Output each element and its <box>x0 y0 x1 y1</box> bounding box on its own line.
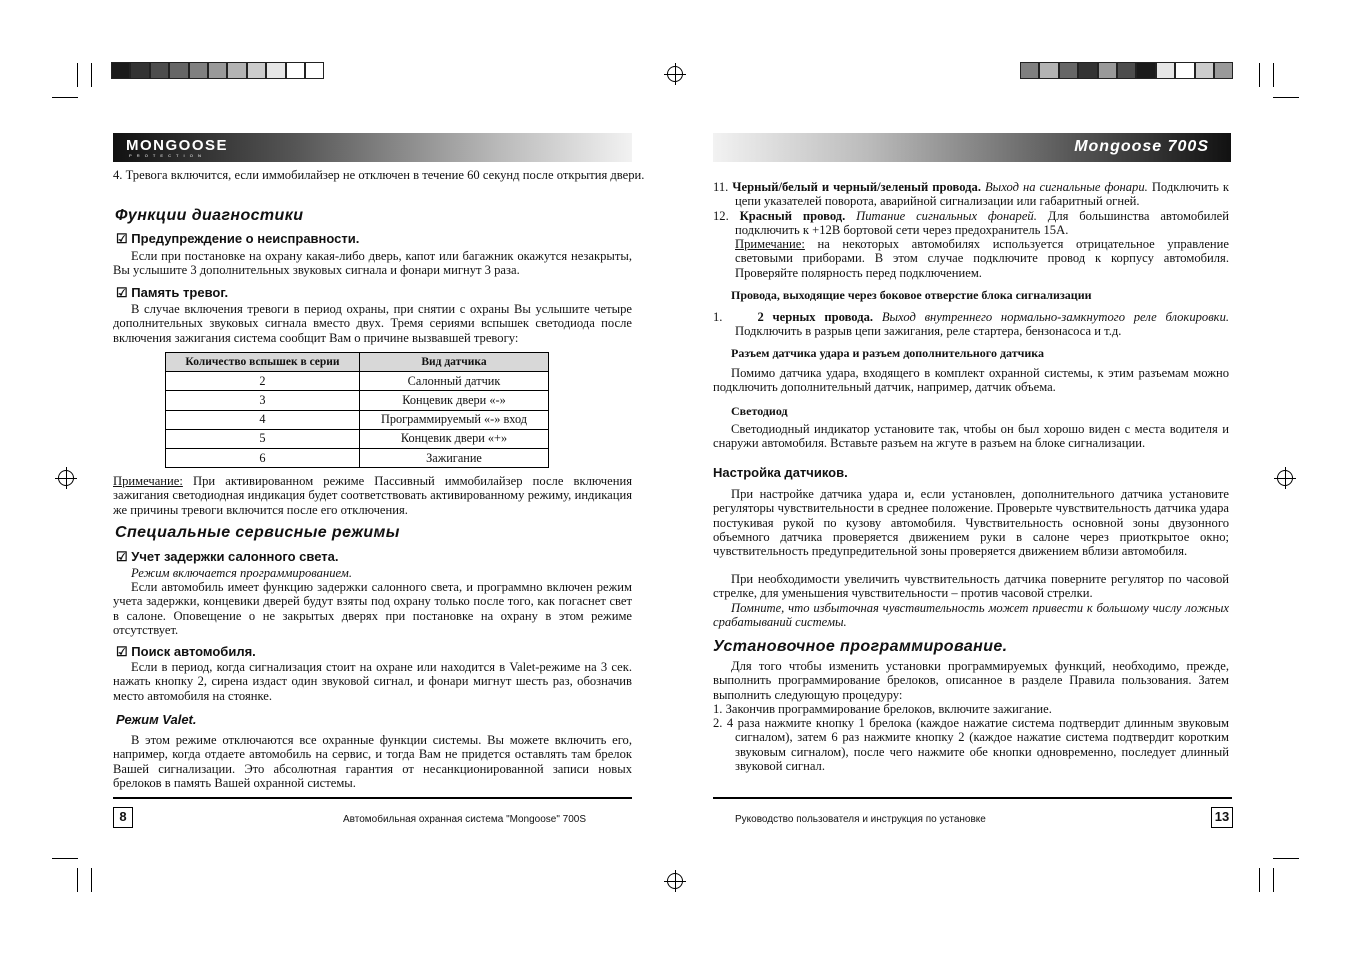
color-swatch <box>227 62 246 79</box>
table-row <box>166 410 549 429</box>
item-text: Для большинства автомобилей подключить к +12В бортовой сети через предохранитель 15А. <box>735 209 1229 238</box>
item-12 <box>713 209 1229 238</box>
para-sensor-setup-2: При необходимости увеличить чувствительность датчика поверните регулятор по часовой стрелке, для уменьшения чувствительности – против часовой стрелки. <box>713 572 1229 601</box>
para-shock-connector: Помимо датчика удара, входящего в комплект охранной системы, к этим разъемам можно подключить дополнительный датчик, например, датчик объема. <box>713 366 1229 395</box>
subheading-text: Поиск автомобиля. <box>131 644 256 659</box>
cell-sensor: Зажигание <box>360 448 549 467</box>
para-valet: В этом режиме отключаются все охранные функции системы. Вы можете включить его, например, когда отдаете автомобиль на сервис, и тогда Вам не придется оставлять там брелок Вашей сигнализации. Это абсолютная гарантия от несанкционированной записи новых брелоков в память Вашей охранной системы. <box>113 733 632 790</box>
mongoose-logo: MONGOOSE <box>126 137 229 154</box>
left-header-bar <box>113 133 632 162</box>
heading-diagnostics: Функции диагностики <box>115 207 304 224</box>
registration-mark-icon <box>667 66 683 82</box>
step-2: 2. 4 раза нажмите кнопку 1 брелока (каждое нажатие система подтвердит длинным звуковым сигналом), затем 6 раз нажмите кнопку 2 (каждое нажатие система подтвердит коротким звуковым сигналом), после чего нажмите обе кнопки одновременно, последует длинный звуковой сигнал. <box>713 716 1229 773</box>
item-11 <box>713 180 1229 209</box>
color-swatch <box>111 62 130 79</box>
item-italic: Питание сигнальных фонарей. <box>856 209 1037 223</box>
cell-count: 3 <box>166 391 360 410</box>
subheading-fault-warning <box>116 231 359 247</box>
subheading-light-delay <box>116 549 338 565</box>
note-text: При активированном режиме Пассивный иммобилайзер после включения зажигания светодиодная индикация будет соответствовать активированному режиму, индикация же причины тревоги включится после его отключения. <box>113 474 632 517</box>
color-swatch <box>208 62 227 79</box>
para-led: Светодиодный индикатор установите так, чтобы он был хорошо виден с места водителя и снаружи автомобиля. Вставьте разъем на жгуте в разъем на блоке сигнализации. <box>713 422 1229 451</box>
para-light-delay: Если автомобиль имеет функцию задержки салонного света, и программно включен режим учета задержки, концевики дверей будут взяты под охрану только после того, как погаснет свет в салоне. Оповещение о не закрытых дверях при постановке на охрану в этом режиме отсутствует. <box>113 580 632 637</box>
para-alarm-memory: В случае включения тревоги в период охраны, при снятии с охраны Вы услышите четыре дополнительных звуковых сигнала вместо двух. Тремя сериями вспышек светодиода после включения зажигания система сообщит Вам о причине вызвавшей тревогу: <box>113 302 632 345</box>
color-swatch <box>305 62 324 79</box>
heading-led: Светодиод <box>731 404 788 418</box>
header-title: Mongoose 700S <box>1074 138 1209 155</box>
footer-text: Автомобильная охранная система "Mongoose" 700S <box>343 814 586 825</box>
item-number: 11. <box>713 180 729 194</box>
heading-shock-connector: Разъем датчика удара и разъем дополнительного датчика <box>731 346 1045 360</box>
color-swatch <box>247 62 266 79</box>
item-number: 12. <box>713 209 729 223</box>
footer-rule <box>713 797 1232 799</box>
color-bar-left <box>111 62 324 79</box>
color-swatch <box>1117 62 1136 79</box>
registration-mark-icon <box>667 873 683 889</box>
color-swatch <box>1020 62 1039 79</box>
color-swatch <box>1136 62 1155 79</box>
checkbox-icon: ☑ <box>116 644 132 659</box>
cell-sensor: Программируемый «-» вход <box>360 410 549 429</box>
color-swatch <box>1098 62 1117 79</box>
cell-count: 4 <box>166 410 360 429</box>
subheading-text: Учет задержки салонного света. <box>131 549 339 564</box>
note-label: Примечание: <box>735 237 805 251</box>
cell-count: 2 <box>166 372 360 391</box>
para-fault-warning: Если при постановке на охрану какая-либо дверь, капот или багажник окажутся незакрыты, Вы услышите 3 дополнительных звуковых сигнала и фонари мигнут 3 раза. <box>113 249 632 278</box>
heading-install-programming: Установочное программирование. <box>713 638 1008 655</box>
cell-sensor: Концевик двери «+» <box>360 429 549 448</box>
item-text: Подключить к цепи указателей поворота, аварийной сигнализации или габаритный огней. <box>735 180 1230 209</box>
table-row <box>166 391 549 410</box>
color-swatch <box>169 62 188 79</box>
color-swatch <box>266 62 285 79</box>
logo-subtitle: P R O T E C T I O N <box>129 153 203 158</box>
checkbox-icon: ☑ <box>116 285 132 300</box>
color-swatch <box>1078 62 1097 79</box>
color-swatch <box>1214 62 1233 79</box>
note-passive-immobilizer <box>113 474 632 517</box>
item-1-wires <box>713 310 1229 339</box>
page-number: 13 <box>1211 807 1233 828</box>
color-swatch <box>1059 62 1078 79</box>
subheading-text: Память тревог. <box>131 285 229 300</box>
color-swatch <box>189 62 208 79</box>
page-number: 8 <box>113 807 133 828</box>
heading-side-wires: Провода, выходящие через боковое отверстие блока сигнализации <box>731 288 1092 302</box>
color-swatch <box>1156 62 1175 79</box>
color-swatch <box>1175 62 1194 79</box>
para-sensor-setup-1: При настройке датчика удара и, если установлен, дополнительного датчика установите регуляторы чувствительности в среднее положение. Проверьте чувствительность датчика удара постукивая рукой по кузову автомобиля. Чувствительность основной зоны двузонного объемного датчика проверяется движением руки в салоне через приоткрытое окно; чувствительность предупредительной зоны проверяется движением вблизи автомобиля. <box>713 487 1229 559</box>
color-swatch <box>286 62 305 79</box>
table-row <box>166 448 549 467</box>
para-light-delay-italic: Режим включается программированием. <box>131 566 352 580</box>
cell-count: 6 <box>166 448 360 467</box>
heading-service-modes: Специальные сервисные режимы <box>115 524 400 541</box>
heading-sensor-setup: Настройка датчиков. <box>713 465 848 480</box>
color-swatch <box>150 62 169 79</box>
table-row <box>166 429 549 448</box>
item-4: 4. Тревога включится, если иммобилайзер не отключен в течение 60 секунд после открытия двери. <box>113 168 645 182</box>
color-swatch <box>1039 62 1058 79</box>
footer-text: Руководство пользователя и инструкция по установке <box>735 814 986 825</box>
item-bold: Красный провод. <box>739 209 846 223</box>
subheading-alarm-memory <box>116 285 228 301</box>
right-header-bar <box>713 133 1231 162</box>
color-swatch <box>1195 62 1214 79</box>
item-italic: Выход внутреннего нормально-замкнутого реле блокировки. <box>881 310 1230 324</box>
para-car-search: Если в период, когда сигнализация стоит на охране или находится в Valet-режиме на 3 сек. нажать кнопку 2, сирена издаст один звуковой сигнал, и фонари мигнут шесть раз, обозначив место автомобиля на стоянке. <box>113 660 632 703</box>
cell-count: 5 <box>166 429 360 448</box>
checkbox-icon: ☑ <box>116 549 132 564</box>
item-bold: 2 черных провода. <box>757 310 874 324</box>
footer-rule <box>113 797 632 799</box>
color-bar-right <box>1020 62 1233 79</box>
subheading-text: Предупреждение о неисправности. <box>131 231 360 246</box>
note-lighting <box>735 237 1229 280</box>
subheading-car-search <box>116 644 256 660</box>
item-italic: Выход на сигнальные фонари. <box>984 180 1148 194</box>
para-install-programming: Для того чтобы изменить установки программируемых функций, необходимо, прежде, выполнить программирование брелоков, описанное в разделе Правила пользования. Затем выполнить следующую процедуру: <box>713 659 1229 702</box>
table-header: Количество вспышек в серии <box>166 353 360 372</box>
subheading-valet: Режим Valet. <box>116 712 197 727</box>
step-1: 1. Закончив программирование брелоков, включите зажигание. <box>713 702 1052 716</box>
color-swatch <box>130 62 149 79</box>
item-number: 1. <box>713 310 723 324</box>
flash-table <box>165 352 549 468</box>
registration-mark-icon <box>58 470 74 486</box>
item-text: Подключить в разрыв цепи зажигания, реле стартера, бензонасоса и т.д. <box>735 324 1122 339</box>
note-label: Примечание: <box>113 474 183 488</box>
table-row <box>166 372 549 391</box>
registration-mark-icon <box>1277 470 1293 486</box>
checkbox-icon: ☑ <box>116 231 132 246</box>
cell-sensor: Концевик двери «-» <box>360 391 549 410</box>
cell-sensor: Салонный датчик <box>360 372 549 391</box>
table-header: Вид датчика <box>360 353 549 372</box>
para-sensor-setup-3: Помните, что избыточная чувствительность может привести к большому числу ложных срабатываний системы. <box>713 601 1229 630</box>
item-bold: Черный/белый и черный/зеленый провода. <box>732 180 981 194</box>
note-text: на некоторых автомобилях используется отрицательное управление световыми приборами. В этом случае подключите провод к корпусу автомобиля. Проверяйте полярность перед подключением. <box>735 237 1229 280</box>
